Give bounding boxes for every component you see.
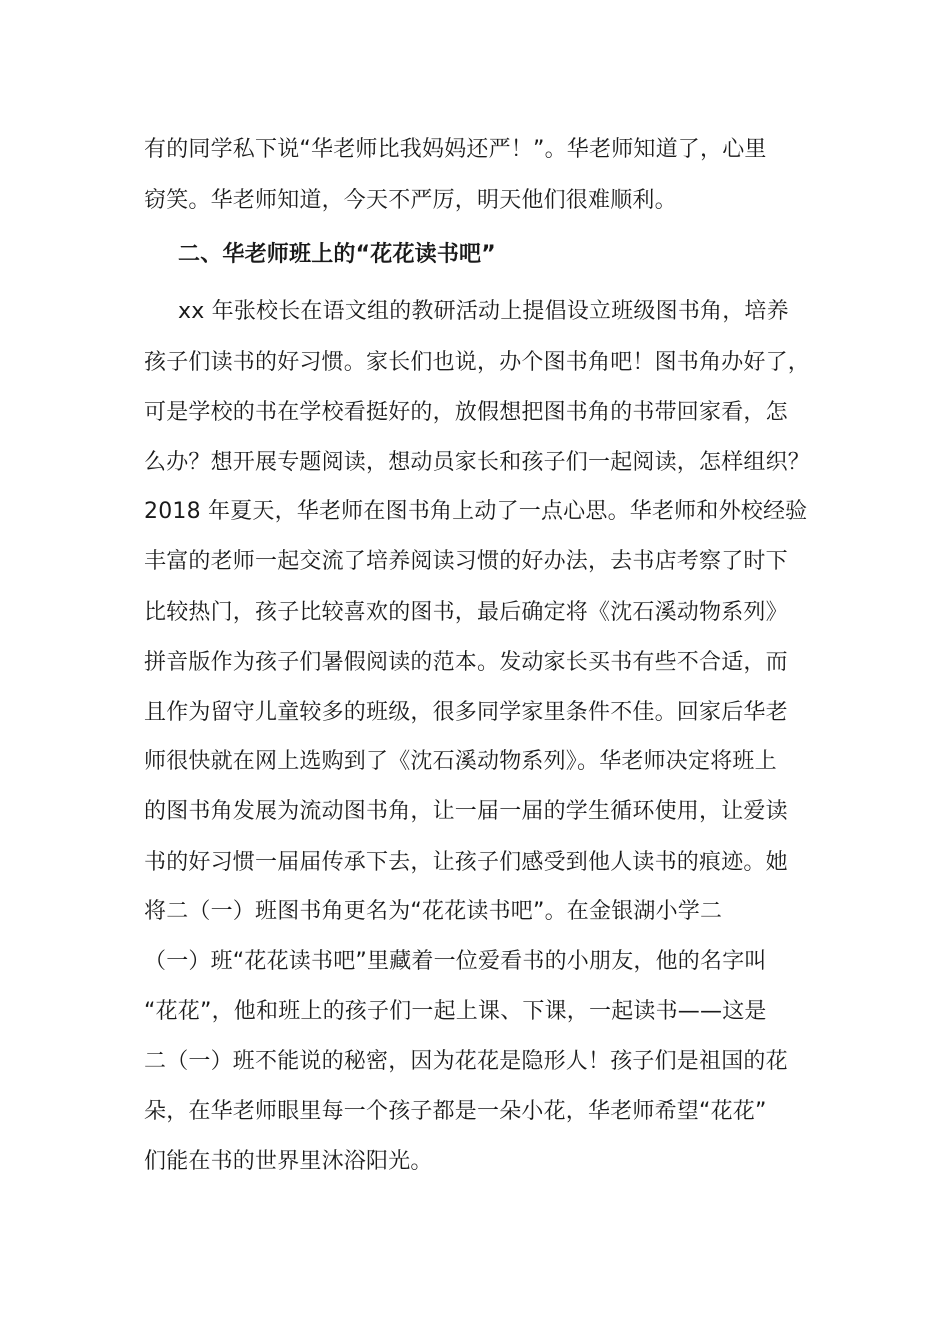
paragraph-line: （一）班“花花读书吧”里藏着一位爱看书的小朋友，他的名字叫 bbox=[144, 949, 767, 974]
paragraph-line: 师很快就在网上选购到了《沈石溪动物系列》。华老师决定将班上 bbox=[144, 749, 777, 774]
paragraph-line: 可是学校的书在学校看挺好的，放假想把图书角的书带回家看，怎 bbox=[144, 400, 788, 425]
paragraph-line: xx 年张校长在语文组的教研活动上提倡设立班级图书角，培养 bbox=[178, 299, 789, 324]
paragraph-line: 2018 年夏天，华老师在图书角上动了一点心思。华老师和外校经验 bbox=[144, 499, 808, 524]
paragraph-line: 且作为留守儿童较多的班级，很多同学家里条件不佳。回家后华老 bbox=[144, 700, 788, 725]
paragraph-line: 二（一）班不能说的秘密，因为花花是隐形人！孩子们是祖国的花 bbox=[144, 1049, 788, 1074]
paragraph-line: 们能在书的世界里沐浴阳光。 bbox=[144, 1149, 433, 1174]
paragraph-line: 书的好习惯一届届传承下去，让孩子们感受到他人读书的痕迹。她 bbox=[144, 850, 788, 875]
paragraph-line: 有的同学私下说“华老师比我妈妈还严！”。华老师知道了，心里 bbox=[144, 137, 767, 162]
paragraph-line: 窃笑。华老师知道，今天不严厉，明天他们很难顺利。 bbox=[144, 188, 677, 213]
paragraph-line: 丰富的老师一起交流了培养阅读习惯的好办法，去书店考察了时下 bbox=[144, 549, 788, 574]
paragraph-line: 朵，在华老师眼里每一个孩子都是一朵小花，华老师希望“花花” bbox=[144, 1099, 767, 1124]
paragraph-line: “花花”，他和班上的孩子们一起上课、下课，一起读书——这是 bbox=[144, 999, 767, 1024]
paragraph-line: 么办？想开展专题阅读，想动员家长和孩子们一起阅读，怎样组织？ bbox=[144, 450, 811, 475]
paragraph-line: 将二（一）班图书角更名为“花花读书吧”。在金银湖小学二 bbox=[144, 899, 723, 924]
section-heading: 二、华老师班上的“花花读书吧” bbox=[178, 242, 496, 267]
paragraph-line: 的图书角发展为流动图书角，让一届一届的学生循环使用，让爱读 bbox=[144, 799, 788, 824]
paragraph-line: 孩子们读书的好习惯。家长们也说，办个图书角吧！图书角办好了， bbox=[144, 350, 811, 375]
paragraph-line: 比较热门，孩子比较喜欢的图书，最后确定将《沈石溪动物系列》 bbox=[144, 600, 788, 625]
paragraph-line: 拼音版作为孩子们暑假阅读的范本。发动家长买书有些不合适，而 bbox=[144, 650, 788, 675]
